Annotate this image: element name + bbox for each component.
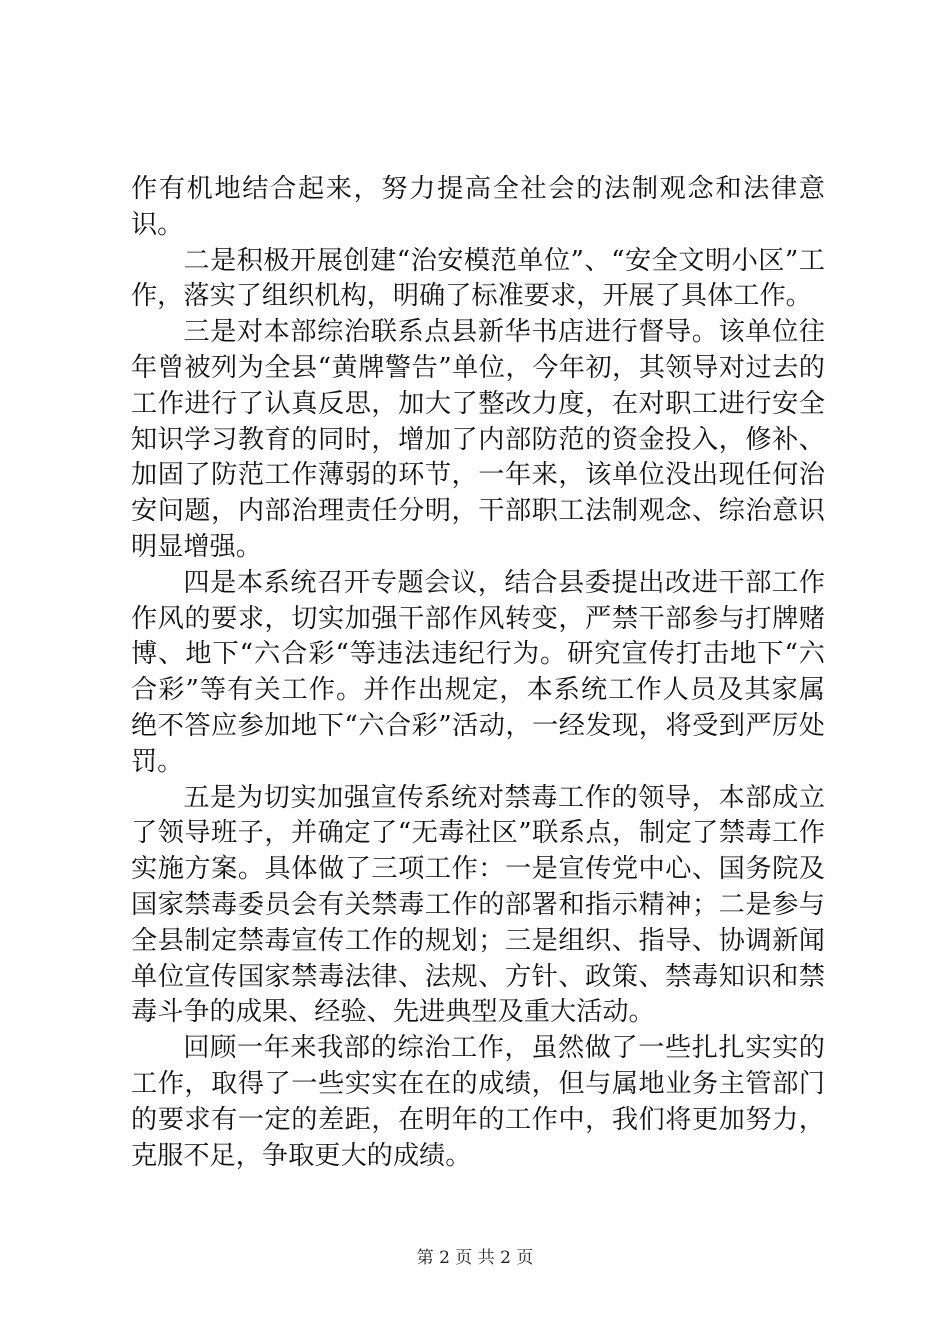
paragraph-item-3: 三是对本部综治联系点县新华书店进行督导。该单位往年曾被列为全县“黄牌警告”单位，今年初，其领导对过去的工作进行了认真反思，加大了整改力度，在对职工进行安全知识学习教育的同时，增加了内部防范的资金投入，修补、加固了防范工作薄弱的环节，一年来，该单位没出现任何治安问题，内部治理责任分明，干部职工法制观念、综治意识明显增强。: [131, 317, 825, 562]
paragraph-item-2: 二是积极开展创建“治安模范单位”、“安全文明小区”工作，落实了组织机构，明确了标准要求，开展了具体工作。: [131, 245, 825, 312]
paragraph-conclusion: 回顾一年来我部的综治工作，虽然做了一些扎扎实实的工作，取得了一些实实在在的成绩，但与属地业务主管部门的要求有一定的差距，在明年的工作中，我们将更加努力，克服不足，争取更大的成绩。: [131, 1033, 825, 1171]
document-body: [131, 172, 825, 1174]
paragraph-item-5: 五是为切实加强宣传系统对禁毒工作的领导，本部成立了领导班子，并确定了“无毒社区”联系点，制定了禁毒工作实施方案。具体做了三项工作：一是宣传党中心、国务院及国家禁毒委员会有关禁毒工作的部署和指示精神；二是参与全县制定禁毒宣传工作的规划；三是组织、指导、协调新闻单位宣传国家禁毒法律、法规、方针、政策、禁毒知识和禁毒斗争的成果、经验、先进典型及重大活动。: [131, 782, 825, 1028]
page-number-footer: 第 2 页 共 2 页: [416, 1248, 534, 1268]
paragraph-item-4: 四是本系统召开专题会议，结合县委提出改进干部工作作风的要求，切实加强干部作风转变，严禁干部参与打牌赌博、地下“六合彩“等违法违纪行为。研究宣传打击地下“六合彩”等有关工作。并作出规定，本系统工作人员及其家属绝不答应参加地下“六合彩”活动，一经发现，将受到严厉处罚。: [131, 567, 825, 777]
paragraph-continuation: 作有机地结合起来，努力提高全社会的法制观念和法律意识。: [131, 174, 825, 240]
